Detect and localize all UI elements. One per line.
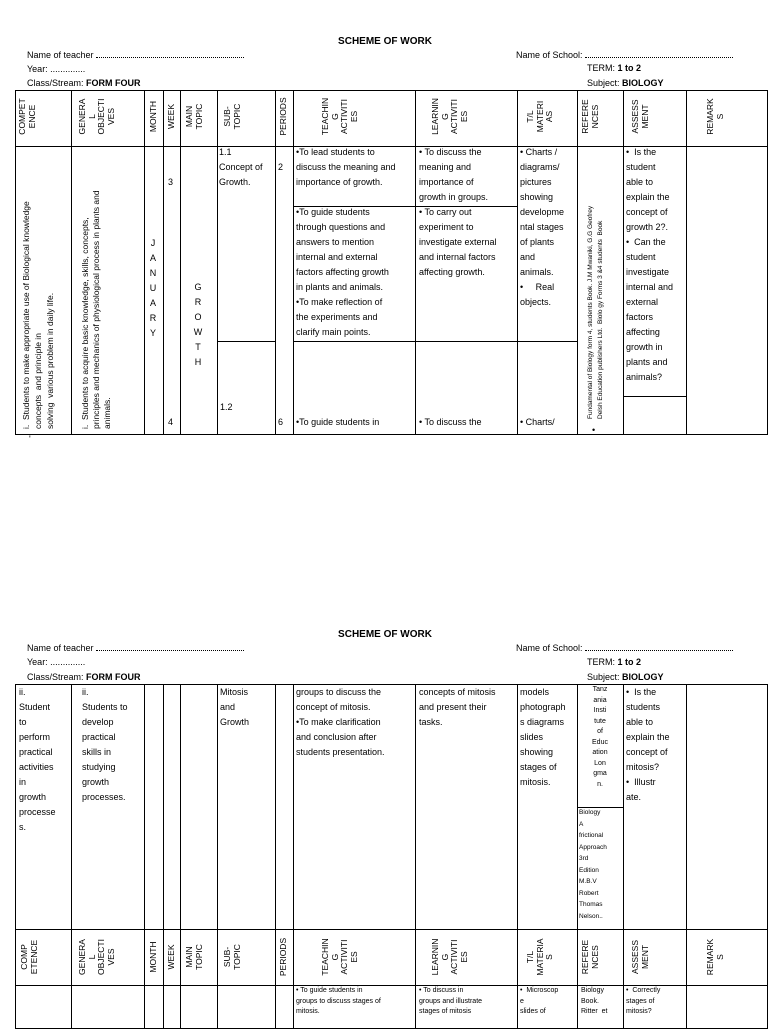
col2-competence: COMP ETENCE bbox=[19, 939, 39, 975]
col-remarks: REMARK S bbox=[705, 98, 725, 135]
col2-references: REFERE NCES bbox=[580, 939, 600, 975]
year-field-2: Year: .............. bbox=[27, 657, 86, 667]
learning-stages-mitosis: • To discuss in groups and illustrate stages of mitosis bbox=[419, 987, 483, 1015]
month-letter: A bbox=[149, 253, 156, 263]
month-letter: U bbox=[149, 283, 157, 293]
scheme-table-page2 bbox=[15, 684, 768, 1029]
teacher-field-2: Name of teacher bbox=[27, 643, 244, 653]
col2-teaching: TEACHIN G ACTIVITI ES bbox=[320, 938, 359, 976]
col2-objectives: GENERA L OBJECTI VES bbox=[77, 939, 116, 975]
col-month: MONTH bbox=[148, 100, 158, 133]
objectives-text: i. Students to acquire basic knowledge, skills, concepts, principles and mechanics of physiological process in plants and animals. bbox=[80, 190, 112, 429]
objectives-ii: ii. Students to develop practical skills in studying growth processes. bbox=[82, 687, 128, 802]
col-competence: COMPET ENCE bbox=[17, 98, 37, 135]
topic-letter: O bbox=[194, 312, 202, 322]
month-letter: J bbox=[150, 238, 156, 248]
col-periods: PERIODS bbox=[278, 97, 288, 136]
month-letter: R bbox=[149, 313, 157, 323]
term-field: TERM: 1 to 2 bbox=[587, 63, 642, 73]
month-letter: Y bbox=[149, 328, 156, 338]
subtopic-1-1: 1.1 Concept of Growth. bbox=[219, 147, 263, 187]
references-text: Fundamental of Biology form 4, students Book. J.M Mwaniki, G.G Geofrey Delsh Education publishers Ltd. Biolo gy Forms 3 &4 students Book bbox=[587, 205, 604, 419]
learning-activity-cont: concepts of mitosis and present their tasks. bbox=[419, 687, 496, 727]
month-letter: A bbox=[149, 298, 156, 308]
col-learning: LEARNIN G ACTIVITI ES bbox=[430, 98, 469, 135]
topic-letter: T bbox=[195, 342, 201, 352]
col-tl-materials: T/L MATERI AS bbox=[525, 100, 554, 133]
col2-tl-materials: T/L MATERIA S bbox=[525, 938, 554, 976]
week-3: 3 bbox=[168, 177, 174, 187]
topic-letter: W bbox=[193, 327, 203, 337]
col2-week: WEEK bbox=[166, 944, 176, 970]
tl-materials-2: • Charts/ bbox=[520, 417, 555, 427]
reference-tie: Tanz ania Insti tute of Educ ation Lon gma n. bbox=[592, 686, 608, 788]
stray-mark: ' bbox=[29, 434, 31, 444]
references-bullet: • bbox=[592, 425, 596, 435]
col-main-topic: MAIN TOPIC bbox=[184, 103, 204, 130]
col2-month: MONTH bbox=[148, 941, 158, 973]
col2-assessment: ASSESS MENT bbox=[630, 939, 650, 975]
reference-biology-frictional: Biology A frictional Approach 3rd Edition M.B.V Robert Thomas Nelson.. bbox=[579, 809, 607, 920]
periods-6: 6 bbox=[278, 417, 284, 427]
tl-materials-1: • Charts / diagrams/ pictures showing developme ntal stages of plants and animals. • Real objects. bbox=[520, 147, 565, 307]
col-assessment: ASSESS MENT bbox=[630, 99, 650, 134]
reference-biology-book: Biology Book. Ritter et bbox=[581, 987, 608, 1015]
subject-field-2: Subject: BIOLOGY bbox=[587, 672, 664, 682]
school-field-2: Name of School: bbox=[516, 643, 733, 653]
teaching-activity-3: •To guide students in bbox=[296, 417, 380, 427]
col-objectives: GENERA L OBJECTI VES bbox=[77, 98, 116, 135]
col2-periods: PERIODS bbox=[278, 937, 288, 977]
col-week: WEEK bbox=[166, 103, 176, 130]
assessment-text: • Is the student able to explain the concept of growth 2?. • Can the student investigate internal and external factors affecting growth in plants and animals? bbox=[626, 147, 674, 382]
year-field: Year: .............. bbox=[27, 64, 86, 74]
teaching-activity-cont: groups to discuss the concept of mitosis. •To make clarification and conclusion after students presentation. bbox=[296, 687, 385, 757]
col2-learning: LEARNIN G ACTIVITI ES bbox=[430, 938, 469, 976]
assessment-stages: • Correctly stages of mitosis? bbox=[626, 987, 661, 1015]
col-sub-topic: SUB- TOPIC bbox=[222, 103, 242, 130]
periods-2: 2 bbox=[278, 162, 284, 172]
week-4: 4 bbox=[168, 417, 174, 427]
teacher-field: Name of teacher bbox=[27, 50, 244, 60]
assessment-mitosis: • Is the students able to explain the concept of mitosis? • Illustr ate. bbox=[626, 687, 670, 802]
subtopic-1-2: 1.2 bbox=[220, 402, 233, 412]
learning-activity-2: • To carry out experiment to investigate external and internal factors affecting growth. bbox=[419, 207, 497, 277]
teaching-stages-mitosis: • To guide students in groups to discuss stages of mitosis. bbox=[296, 987, 381, 1015]
term-field-2: TERM: 1 to 2 bbox=[587, 657, 642, 667]
col-references: REFERE NCES bbox=[580, 99, 600, 134]
teaching-activity-2: •To guide students through questions and answers to mention internal and external factors affecting growth in plants and animals. •To make reflection of the experiments and clarify main points. bbox=[296, 207, 389, 337]
school-field: Name of School: bbox=[516, 50, 733, 60]
topic-letter: G bbox=[194, 282, 202, 292]
tl-materials-cont: models photograph s diagrams slides showing stages of mitosis. bbox=[520, 687, 566, 787]
class-field: Class/Stream: FORM FOUR bbox=[27, 78, 141, 88]
competence-text: i. Students to make appropriate use of Biological knowledge concepts and principle in solving various problem in daily life. bbox=[21, 201, 55, 429]
teaching-activity-1: •To lead students to discuss the meaning and importance of growth. bbox=[296, 147, 396, 187]
col2-remarks: REMARK S bbox=[705, 938, 725, 976]
learning-activity-1: • To discuss the meaning and importance of growth in groups. bbox=[419, 147, 489, 202]
col2-sub-topic: SUB- TOPIC bbox=[222, 944, 242, 970]
subtopic-mitosis: Mitosis and Growth bbox=[220, 687, 250, 727]
col-teaching: TEACHIN G ACTIVITI ES bbox=[320, 97, 359, 136]
class-field-2: Class/Stream: FORM FOUR bbox=[27, 672, 141, 682]
doc-title: SCHEME OF WORK bbox=[338, 36, 432, 47]
doc-title-2: SCHEME OF WORK bbox=[338, 629, 432, 640]
topic-letter: H bbox=[194, 357, 202, 367]
col2-main-topic: MAIN TOPIC bbox=[184, 944, 204, 970]
subject-field: Subject: BIOLOGY bbox=[587, 78, 664, 88]
learning-activity-3: • To discuss the bbox=[419, 417, 482, 427]
tl-microscope: • Microscop e slides of bbox=[520, 987, 559, 1015]
scheme-table-page1 bbox=[15, 90, 768, 435]
topic-letter: R bbox=[194, 297, 202, 307]
month-letter: N bbox=[149, 268, 157, 278]
competence-ii: ii. Student to perform practical activities in growth processe s. bbox=[19, 687, 56, 832]
